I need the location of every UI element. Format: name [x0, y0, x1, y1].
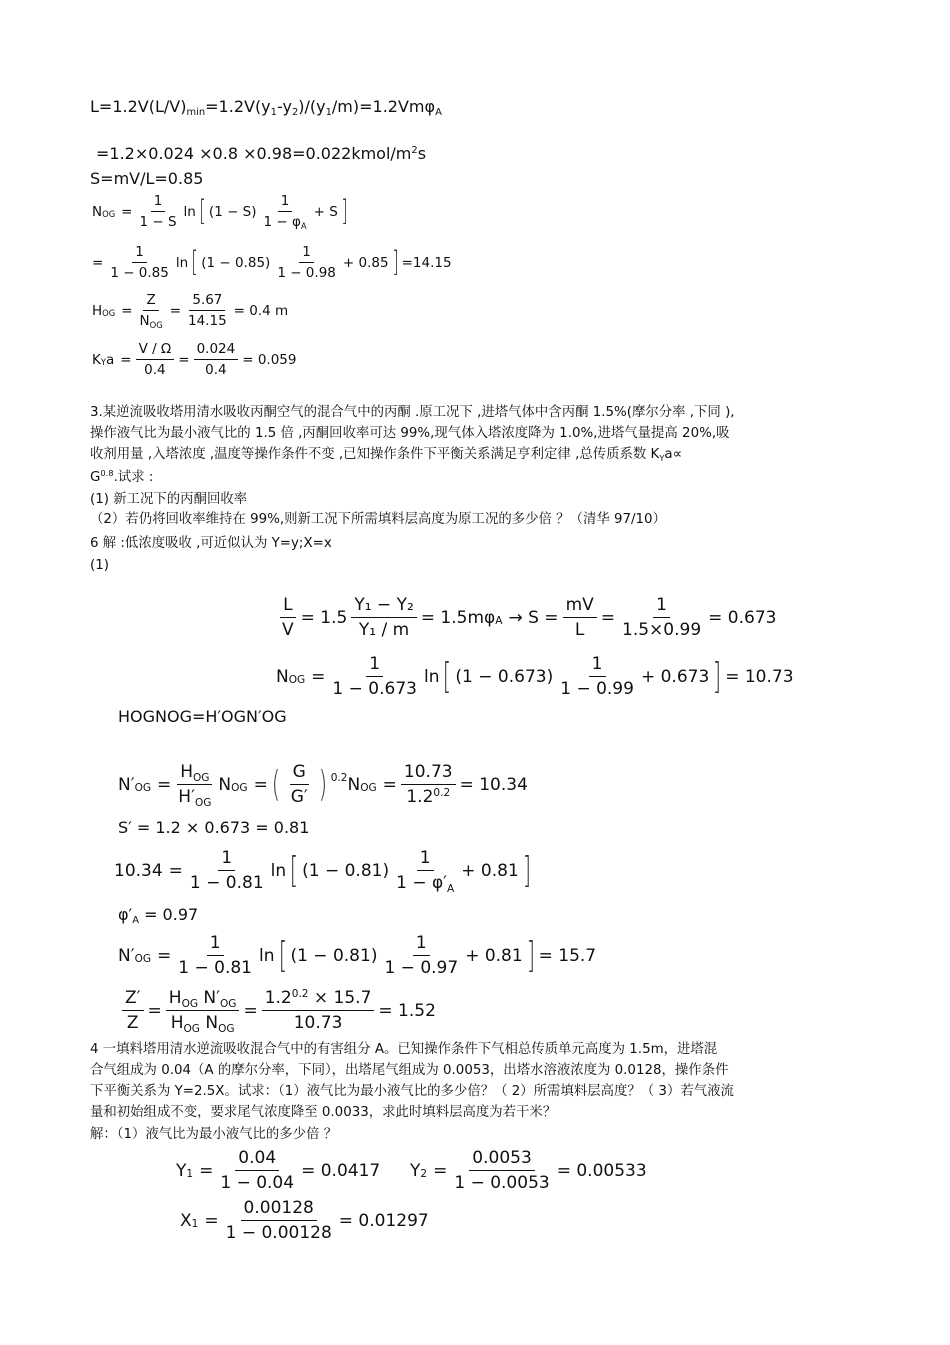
equation-nog-prime-157: N′ OG = $\frac{1}{1 - 0.81}$ ln [ (1 − 0.81 ) $\frac{1}{1 - 0.97}$ + 0.81 ] = 15.7 — [118, 933, 597, 978]
problem3-line4: $G^{0.8}$.试求 : — [90, 468, 154, 485]
equation-hog: H OG = $\frac{Z}{N_{OG}}$ = $\frac{5.67}{14.15}$ = 0.4 m — [92, 292, 289, 330]
equation-nog-formula: N OG = $\frac{1}{1 - S}$ ln [ (1 − S ) $\frac{1}{1 - \varphi_A}$ + S ] — [92, 193, 348, 231]
equation-LV-ratio: $\frac{L}{V}$ = 1.5 $\frac{\text{Y₁ − Y₂}}{\text{Y₁ / m}}$ = 1.5mφ A → S = $\frac{mV}{L}$ = $\frac{1}{1.5\times 0.99}$ = 0.673 — [282, 595, 777, 640]
equation-L-min-ratio: $L=1.2V(L/V)_{min}=1.2V(y_1-y_2)/(y_1/m)=1.2Vm\varphi_A$ — [90, 97, 442, 119]
problem3-line2: 操作液气比为最小液气比的 1.5 倍 ,丙酮回收率可达 99%,现气体入塔浓度降为 1.0%,进塔气量提高 20%,吸 — [90, 426, 730, 441]
equation-Y1: Y 1 = $\frac{0.04}{1 - 0.04}$ = 0.0417 — [176, 1148, 381, 1193]
problem3-solution-intro: 6 解 :低浓度吸收 ,可近似认为 Y=y;X=x — [90, 536, 332, 551]
equation-nog-1073: N OG = $\frac{1}{1 - 0.673}$ ln [ (1 − 0.673 ) $\frac{1}{1 - 0.99}$ + 0.673 ] = 10.73 — [276, 654, 794, 699]
problem3-question2: （2）若仍将回收率维持在 99%,则新工况下所需填料层高度为原工况的多少倍 ？（清华 97/10） — [90, 512, 666, 527]
problem4-line2: 合气组成为 0.04（A 的摩尔分率，下同），出塔尾气组成为 0.0053，出塔水溶液浓度为 0.0128，操作条件 — [90, 1063, 729, 1078]
equation-nog-prime: N′ OG = $\frac{H_{OG}}{H'_{OG}}$ N OG = ( $\frac{G}{G'}$ ) 0.2 N OG = $\frac{10.73}{1.2^{0.2}}$ = 10.34 — [118, 762, 528, 809]
problem4-line1: 4 一填料塔用清水逆流吸收混合气中的有害组分 A。已知操作条件下气相总传质单元高度为 1.5m，进塔混 — [90, 1042, 718, 1057]
equation-L-value: $=1.2\times 0.024 \times 0.8 \times 0.98=0.022kmol/m^2s$ — [96, 144, 427, 163]
problem3-question1: (1) 新工况下的丙酮回收率 — [90, 492, 248, 507]
problem3-part1-label: (1) — [90, 558, 109, 573]
problem4-line4: 量和初始组成不变，要求尾气浓度降至 0.0033，求此时填料层高度为若干米？ — [90, 1105, 557, 1120]
problem3-line1: 3.某逆流吸收塔用清水吸收丙酮空气的混合气中的丙酮 .原工况下 ,进塔气体中含丙酮 1.5%(摩尔分率 ,下同 ), — [90, 405, 735, 420]
equation-nog-value: = $\frac{1}{1 - 0.85}$ ln [ (1 − 0.85 ) $\frac{1}{1 - 0.98}$ + 0.85 ] =14.15 — [92, 244, 452, 281]
equation-S-value: S=mV/L=0.85 — [90, 169, 204, 188]
equation-phi-prime: $\varphi'_A = 0.97$ — [118, 905, 199, 927]
problem3-line3: 收剂用量 ,入塔浓度 ,温度等操作条件不变 ,已知操作条件下平衡关系满足亨利定律 ,总传质系数 $K_Ya\propto$ — [90, 447, 683, 463]
equation-hn-equality: HOGNOG=H′OGN′OG — [118, 707, 287, 726]
equation-1034-solve: 10.34 = $\frac{1}{1 - 0.81}$ ln [ (1 − 0.81 ) $\frac{1}{1 - \varphi'_A}$ + 0.81 ] — [114, 848, 531, 895]
problem4-line3: 下平衡关系为 Y=2.5X。试求：（1）液气比为最小液气比的多少倍？（ 2）所需填料层高度？（ 3）若气液流 — [90, 1084, 734, 1099]
problem4-solution-part1: 解：（1）液气比为最小液气比的多少倍 ？ — [90, 1127, 338, 1142]
equation-X1: X 1 = $\frac{0.00128}{1 - 0.00128}$ = 0.01297 — [180, 1198, 429, 1243]
equation-S-prime: S′ = 1.2 × 0.673 = 0.81 — [118, 818, 310, 837]
equation-Y2: Y 2 = $\frac{0.0053}{1 - 0.0053}$ = 0.00533 — [410, 1148, 647, 1193]
equation-height-ratio: $\frac{Z'}{Z}$ = $\frac{H_{OG} N'_{OG}}{H_{OG} N_{OG}}$ = $\frac{1.2^{0.2} \times 15.7}{10.73}$ = 1.52 — [118, 988, 436, 1033]
equation-kya: K Y a = $\frac{V / \Omega}{0.4}$ = $\frac{0.024}{0.4}$ = 0.059 — [92, 341, 297, 378]
